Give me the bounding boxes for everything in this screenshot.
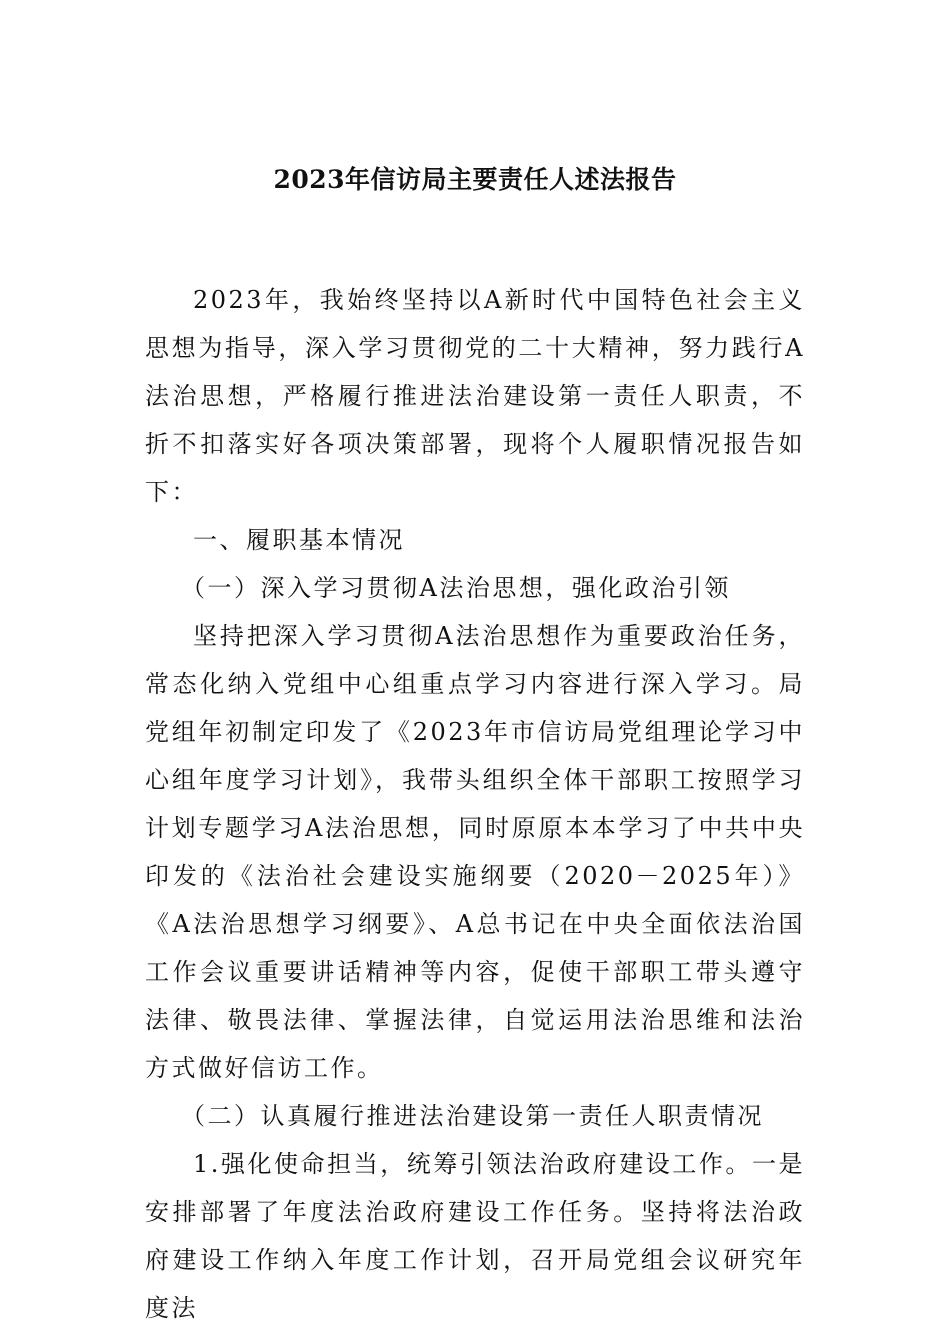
subsection-heading-2: （二）认真履行推进法治建设第一责任人职责情况 [181, 1102, 764, 1130]
subsection-paragraph-2: 1.强化使命担当，统筹引领法治政府建设工作。一是安排部署了年度法治政府建设工作任务。坚持将法治政府建设工作纳入年度工作计划，召开局党组会议研究年度法 [145, 1150, 805, 1322]
document-title: 2023年信访局主要责任人述法报告 [273, 165, 677, 194]
document-body [145, 276, 805, 1332]
intro-paragraph: 2023年，我始终坚持以A新时代中国特色社会主义思想为指导，深入学习贯彻党的二十大精神，努力践行A法治思想，严格履行推进法治建设第一责任人职责，不折不扣落实好各项决策部署，现将个人履职情况报告如下： [145, 286, 805, 506]
section-heading-1: 一、履职基本情况 [193, 526, 405, 554]
subsection-paragraph-1: 坚持把深入学习贯彻A法治思想作为重要政治任务，常态化纳入党组中心组重点学习内容进行深入学习。局党组年初制定印发了《2023年市信访局党组理论学习中心组年度学习计划》，我带头组织全体干部职工按照学习计划专题学习A法治思想，同时原原本本学习了中共中央印发的《法治社会建设实施纲要（2020－2025年）》《A法治思想学习纲要》、A总书记在中央全面依法治国工作会议重要讲话精神等内容，促使干部职工带头遵守法律、敬畏法律、掌握法律，自觉运用法治思维和法治方式做好信访工作。 [145, 622, 805, 1082]
subsection-heading-1: （一）深入学习贯彻A法治思想，强化政治引领 [181, 574, 731, 602]
